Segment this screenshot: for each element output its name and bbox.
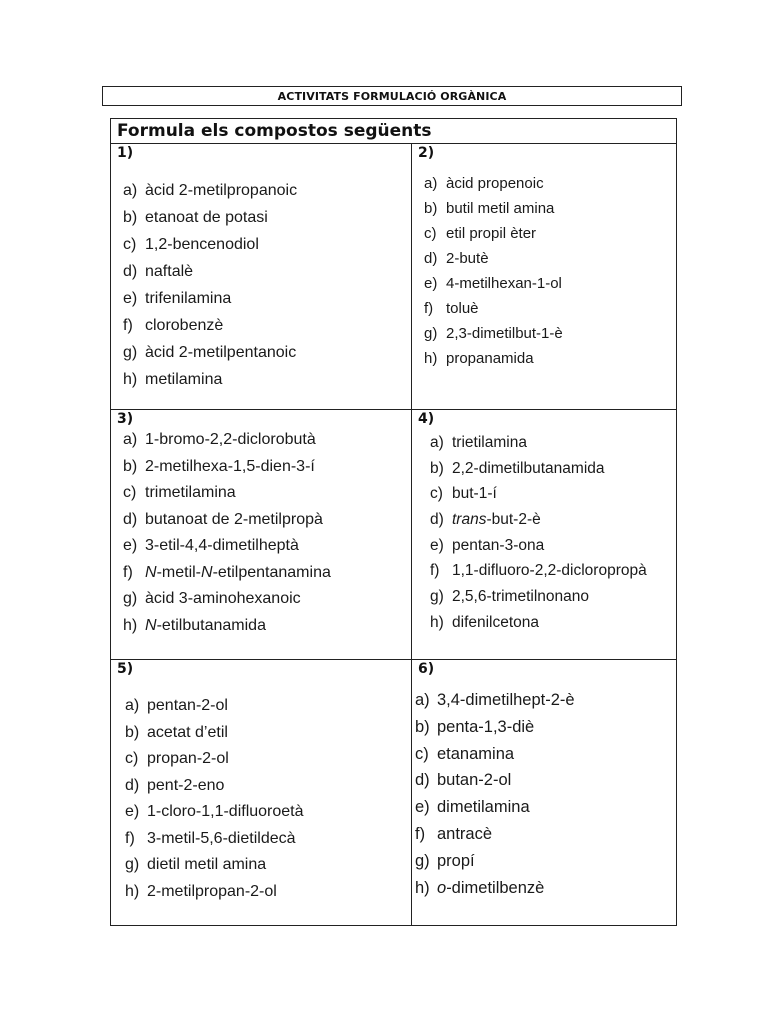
header-title: ACTIVITATS FORMULACIÓ ORGÀNICA [277, 89, 507, 103]
item-letter: b) [123, 457, 138, 475]
compound-item [430, 558, 647, 584]
item-letter: f) [424, 300, 434, 317]
compound-name: àcid 2-metilpentanoic [145, 344, 297, 361]
item-letter: e) [415, 798, 430, 817]
item-letter: h) [430, 613, 444, 631]
compound-name: clorobenzè [145, 317, 224, 334]
compound-name: 3-etil-4,4-dimetilheptà [145, 537, 299, 554]
section-number: 5) [117, 661, 134, 677]
item-letter: g) [415, 851, 430, 870]
compound-item [415, 821, 575, 848]
compound-item [424, 296, 563, 321]
compound-item [123, 560, 331, 587]
compound-name: trietilamina [452, 434, 527, 451]
compound-item [125, 773, 304, 800]
section-3 [111, 410, 411, 659]
item-letter: f) [125, 829, 135, 847]
compound-item [415, 848, 575, 875]
compound-item [123, 507, 331, 534]
compound-list [123, 177, 297, 393]
item-letter: h) [415, 878, 430, 897]
item-letter: a) [430, 434, 444, 451]
compound-name: etil propil èter [446, 225, 537, 242]
compound-name: but-1-í [452, 485, 497, 503]
item-letter: e) [430, 536, 444, 554]
item-letter: d) [123, 263, 138, 280]
item-letter: d) [123, 510, 138, 528]
compound-name: N-metil-N-etilpentanamina [145, 563, 331, 581]
compound-name: 2-butè [446, 250, 489, 267]
exercise-table [110, 118, 677, 926]
compound-name: 1-bromo-2,2-diclorobutà [145, 431, 316, 448]
compound-item [125, 746, 304, 773]
compound-item [125, 799, 304, 826]
compound-name: pentan-2-ol [147, 697, 228, 714]
section-2 [412, 144, 677, 409]
item-letter: g) [123, 590, 138, 607]
compound-item [430, 430, 647, 456]
compound-name: trimetilamina [145, 484, 236, 501]
section-number: 4) [418, 411, 435, 427]
compound-item [123, 533, 331, 560]
compound-item [415, 687, 575, 714]
compound-item [125, 826, 304, 853]
compound-item [430, 533, 647, 559]
section-5 [111, 660, 411, 926]
compound-item [123, 427, 331, 454]
item-letter: d) [430, 511, 444, 529]
compound-list [424, 171, 563, 371]
compound-name: 2-metilhexa-1,5-dien-3-í [145, 457, 315, 475]
item-letter: c) [125, 750, 139, 767]
item-letter: b) [424, 200, 438, 217]
compound-name: etanamina [437, 744, 515, 763]
item-letter: c) [424, 225, 437, 242]
compound-name: àcid propenoic [446, 175, 544, 192]
section-6 [412, 660, 677, 926]
item-letter: b) [415, 717, 430, 736]
compound-item [123, 231, 297, 258]
compound-name: 1-cloro-1,1-difluoroetà [147, 803, 304, 820]
item-letter: f) [123, 317, 133, 334]
compound-item [123, 366, 297, 393]
item-letter: b) [430, 459, 444, 477]
compound-name: N-etilbutanamida [145, 616, 266, 634]
compound-item [415, 794, 575, 821]
compound-name: 2-metilpropan-2-ol [147, 882, 277, 900]
item-letter: a) [424, 175, 438, 192]
compound-item [424, 321, 563, 346]
compound-item [125, 879, 304, 906]
compound-item [125, 720, 304, 747]
compound-list [125, 693, 304, 905]
section-1 [111, 144, 411, 409]
compound-item [123, 586, 331, 613]
section-4 [412, 410, 677, 659]
item-letter: e) [125, 803, 140, 820]
item-letter: g) [125, 856, 140, 873]
compound-item [424, 221, 563, 246]
item-letter: b) [123, 209, 138, 226]
item-letter: d) [415, 771, 430, 790]
compound-name: difenilcetona [452, 613, 540, 631]
compound-name: metilamina [145, 371, 223, 388]
compound-item [125, 852, 304, 879]
compound-name: pent-2-eno [147, 776, 225, 794]
compound-name: 1,1-difluoro-2,2-dicloropropà [452, 562, 647, 580]
item-letter: a) [123, 182, 138, 199]
compound-item [123, 339, 297, 366]
item-letter: c) [430, 485, 443, 503]
compound-item [123, 312, 297, 339]
compound-list [123, 427, 331, 639]
compound-name: 2,2-dimetilbutanamida [452, 459, 605, 477]
compound-name: butan-2-ol [437, 771, 512, 790]
compound-list [430, 430, 647, 636]
item-letter: g) [123, 344, 138, 361]
compound-name: 2,5,6-trimetilnonano [452, 588, 589, 606]
compound-name: o-dimetilbenzè [437, 878, 545, 897]
item-letter: e) [123, 290, 138, 307]
compound-name: propí [437, 851, 475, 870]
item-letter: e) [424, 275, 438, 292]
compound-name: 4-metilhexan-1-ol [446, 275, 562, 292]
item-letter: f) [430, 562, 440, 580]
compound-name: etanoat de potasi [145, 209, 268, 226]
item-letter: h) [125, 882, 140, 900]
compound-item [430, 456, 647, 482]
compound-item [424, 346, 563, 371]
item-letter: g) [424, 325, 438, 342]
compound-name: trifenilamina [145, 290, 232, 307]
item-letter: g) [430, 588, 444, 606]
item-letter: a) [123, 431, 138, 448]
compound-name: antracè [437, 824, 493, 843]
item-letter: d) [125, 776, 140, 794]
compound-name: trans-but-2-è [452, 511, 541, 529]
item-letter: b) [125, 723, 140, 741]
compound-item [415, 741, 575, 768]
compound-item [415, 714, 575, 741]
compound-list [415, 687, 575, 901]
compound-item [424, 171, 563, 196]
compound-name: naftalè [145, 263, 194, 280]
section-number: 1) [117, 145, 134, 161]
item-letter: f) [123, 563, 133, 581]
compound-item [415, 767, 575, 794]
compound-name: butil metil amina [446, 200, 555, 217]
compound-item [123, 258, 297, 285]
item-letter: h) [123, 616, 138, 634]
sheet-title: Formula els compostos següents [111, 119, 676, 144]
compound-name: 2,3-dimetilbut-1-è [446, 325, 563, 342]
compound-name: 3-metil-5,6-dietildecà [147, 829, 296, 847]
compound-item [123, 285, 297, 312]
compound-item [430, 610, 647, 636]
item-letter: h) [424, 350, 438, 367]
compound-item [123, 480, 331, 507]
compound-item [430, 481, 647, 507]
compound-name: 3,4-dimetilhept-2-è [437, 691, 575, 709]
compound-item [430, 584, 647, 610]
item-letter: c) [123, 484, 137, 501]
compound-name: propan-2-ol [147, 750, 229, 767]
item-letter: a) [125, 697, 140, 714]
compound-name: butanoat de 2-metilpropà [145, 510, 323, 528]
compound-item [125, 693, 304, 720]
item-letter: c) [415, 744, 429, 763]
section-number: 3) [117, 411, 134, 427]
item-letter: c) [123, 236, 137, 253]
compound-item [424, 271, 563, 296]
compound-item [123, 177, 297, 204]
compound-name: 1,2-bencenodiol [145, 236, 259, 253]
compound-name: penta-1,3-diè [437, 717, 535, 736]
item-letter: a) [415, 691, 430, 709]
compound-item [123, 454, 331, 481]
compound-item [424, 196, 563, 221]
section-number: 6) [418, 661, 435, 677]
compound-item [415, 875, 575, 902]
item-letter: d) [424, 250, 438, 267]
section-number: 2) [418, 145, 435, 161]
compound-name: àcid 3-aminohexanoic [145, 590, 301, 607]
compound-item [123, 613, 331, 640]
compound-name: pentan-3-ona [452, 536, 545, 554]
item-letter: f) [415, 824, 426, 843]
compound-item [424, 246, 563, 271]
compound-name: propanamida [446, 350, 534, 367]
item-letter: h) [123, 371, 138, 388]
compound-item [430, 507, 647, 533]
compound-name: dimetilamina [437, 798, 530, 817]
compound-name: acetat d’etil [147, 723, 228, 741]
compound-name: toluè [446, 300, 479, 317]
compound-name: dietil metil amina [147, 856, 267, 873]
compound-name: àcid 2-metilpropanoic [145, 182, 298, 199]
item-letter: e) [123, 537, 138, 554]
compound-item [123, 204, 297, 231]
document-header [102, 86, 682, 106]
